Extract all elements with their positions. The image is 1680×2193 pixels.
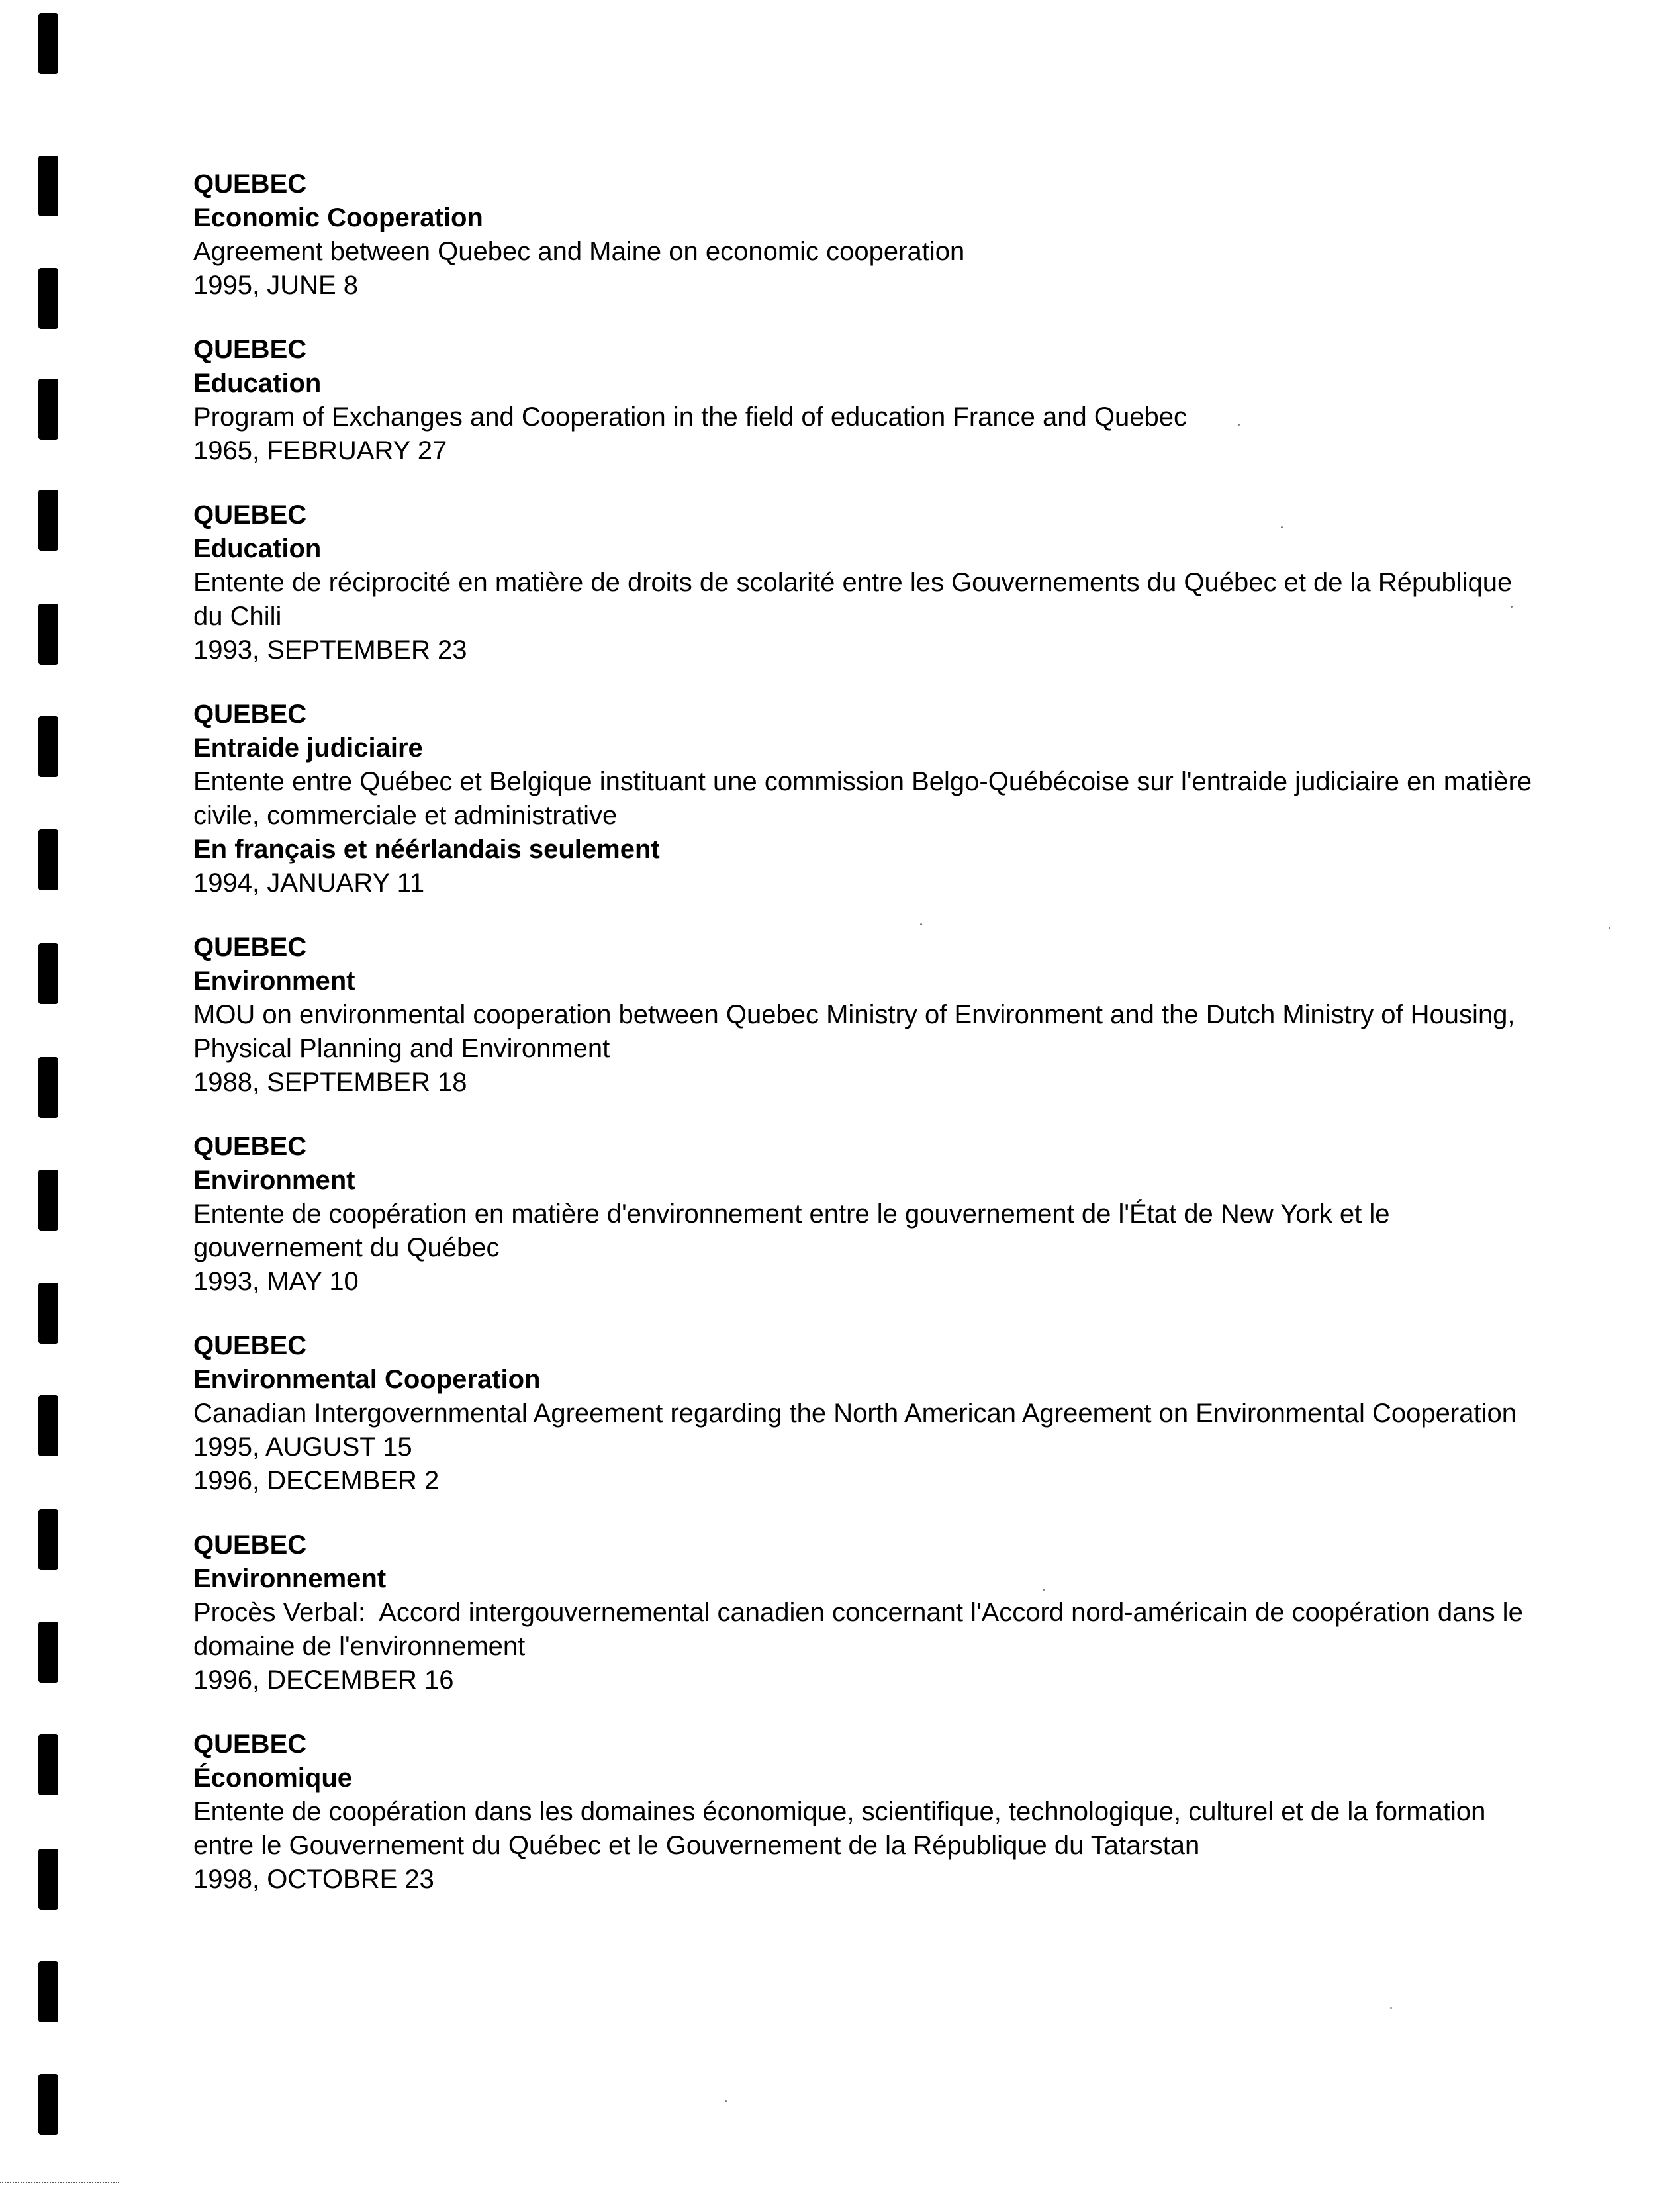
entry-date: 1988, SEPTEMBER 18 xyxy=(193,1068,467,1097)
scan-speck xyxy=(1238,424,1240,426)
entry-subject: Entraide judiciaire xyxy=(193,733,423,763)
entry-language-note: En français et néérlandais seulement xyxy=(193,835,660,864)
entry-jurisdiction: QUEBEC xyxy=(193,1132,307,1161)
entry-subject: Environment xyxy=(193,966,355,996)
binder-hole xyxy=(38,716,58,777)
entry-description: Entente de coopération en matière d'environnement entre le gouvernement de l'État de New York et le gouvernement du Québec xyxy=(193,1199,1390,1262)
entry-subject: Economic Cooperation xyxy=(193,203,483,232)
entry-date: 1995, JUNE 8 xyxy=(193,271,359,300)
treaty-entry xyxy=(193,1329,1537,1498)
entry-subject: Environnement xyxy=(193,1564,387,1593)
scan-speck xyxy=(1609,927,1610,929)
entry-date: 1998, OCTOBRE 23 xyxy=(193,1865,434,1894)
binder-hole xyxy=(38,829,58,890)
entry-date: 1965, FEBRUARY 27 xyxy=(193,436,447,465)
entry-date: 1993, MAY 10 xyxy=(193,1267,359,1296)
treaty-entry xyxy=(193,1528,1537,1697)
binder-hole xyxy=(38,490,58,551)
scan-speck xyxy=(1281,526,1283,528)
binder-hole xyxy=(38,379,58,440)
entry-jurisdiction: QUEBEC xyxy=(193,700,307,729)
entry-date: 1994, JANUARY 11 xyxy=(193,868,425,898)
entry-jurisdiction: QUEBEC xyxy=(193,500,307,530)
bottom-edge-rule xyxy=(0,2182,119,2183)
treaty-entry xyxy=(193,1728,1537,1896)
scan-speck xyxy=(725,2100,727,2102)
entry-subject: Education xyxy=(193,534,322,563)
entry-subject: Économique xyxy=(193,1763,353,1793)
entry-date: 1993, SEPTEMBER 23 xyxy=(193,635,467,665)
binder-hole xyxy=(38,268,58,329)
binder-hole xyxy=(38,1849,58,1910)
entry-jurisdiction: QUEBEC xyxy=(193,1331,307,1360)
binder-hole xyxy=(38,1283,58,1344)
treaty-entry xyxy=(193,333,1537,468)
entry-date: 1996, DECEMBER 2 xyxy=(193,1466,440,1495)
scan-speck xyxy=(1390,2007,1392,2009)
entry-jurisdiction: QUEBEC xyxy=(193,933,307,962)
binder-hole xyxy=(38,1395,58,1456)
entry-date: 1995, AUGUST 15 xyxy=(193,1432,412,1462)
binder-hole xyxy=(38,13,58,74)
scan-speck xyxy=(920,923,922,925)
entry-jurisdiction: QUEBEC xyxy=(193,335,307,364)
entry-description: Program of Exchanges and Cooperation in the field of education France and Quebec xyxy=(193,402,1187,432)
entry-jurisdiction: QUEBEC xyxy=(193,1530,307,1560)
binder-holes xyxy=(0,0,79,2193)
entry-description: Agreement between Quebec and Maine on economic cooperation xyxy=(193,237,965,266)
binder-hole xyxy=(38,1622,58,1683)
treaty-entry xyxy=(193,698,1537,900)
entry-description: Entente de réciprocité en matière de droits de scolarité entre les Gouvernements du Québec et de la République du Chili xyxy=(193,568,1513,631)
entry-jurisdiction: QUEBEC xyxy=(193,1730,307,1759)
binder-hole xyxy=(38,1961,58,2022)
binder-hole xyxy=(38,1057,58,1118)
binder-hole xyxy=(38,1509,58,1570)
entry-subject: Environmental Cooperation xyxy=(193,1365,541,1394)
binder-hole xyxy=(38,1734,58,1795)
entry-description: MOU on environmental cooperation between Quebec Ministry of Environment and the Dutch Ministry of Housing, Physical Planning and Environment xyxy=(193,1000,1515,1063)
treaty-list xyxy=(193,167,1537,1927)
treaty-entry xyxy=(193,1130,1537,1299)
binder-hole xyxy=(38,604,58,665)
entry-description: Procès Verbal: Accord intergouvernemental canadien concernant l'Accord nord-américain de coopération dans le domaine de l'environnement xyxy=(193,1598,1530,1661)
entry-description: Canadian Intergovernmental Agreement regarding the North American Agreement on Environmental Cooperation xyxy=(193,1399,1517,1428)
entry-date: 1996, DECEMBER 16 xyxy=(193,1665,454,1695)
binder-hole xyxy=(38,2074,58,2135)
binder-hole xyxy=(38,156,58,216)
scan-speck xyxy=(1511,606,1513,608)
scan-speck xyxy=(1043,1589,1045,1591)
treaty-entry xyxy=(193,498,1537,667)
treaty-entry xyxy=(193,931,1537,1099)
entry-jurisdiction: QUEBEC xyxy=(193,169,307,199)
entry-subject: Environment xyxy=(193,1166,355,1195)
binder-hole xyxy=(38,1170,58,1231)
binder-hole xyxy=(38,943,58,1004)
treaty-entry xyxy=(193,167,1537,303)
entry-subject: Education xyxy=(193,369,322,398)
entry-description: Entente entre Québec et Belgique instituant une commission Belgo-Québécoise sur l'entraide judiciaire en matière civile, commerciale et administrative xyxy=(193,767,1532,830)
entry-description: Entente de coopération dans les domaines économique, scientifique, technologique, culturel et de la formation entre le Gouvernement du Québec et le Gouvernement de la République du Tatarstan xyxy=(193,1797,1486,1860)
